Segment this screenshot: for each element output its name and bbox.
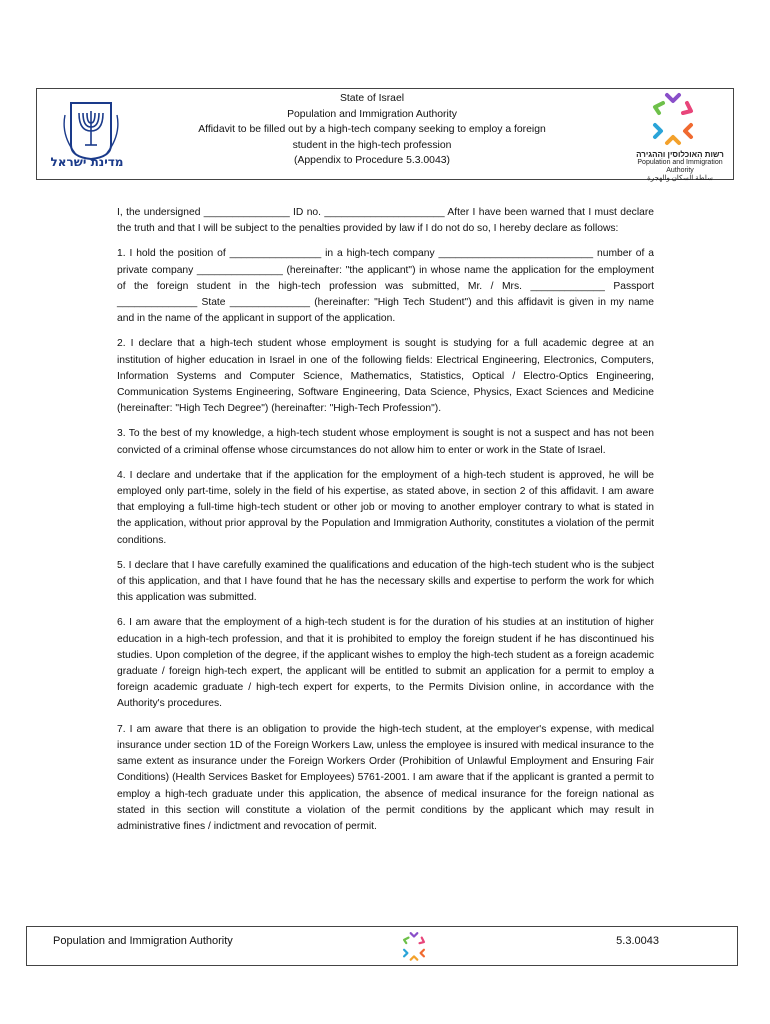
- section-3-paragraph: 3. To the best of my knowledge, a high-tech student whose employment is sought is not a suspect and has not been convicted of a criminal offense whose circumstances do not allow him to enter or work in the State of Israel.: [117, 428, 654, 456]
- header-box: [36, 88, 734, 180]
- section-1-paragraph: 1. I hold the position of ________________ in a high-tech company ___________________________ number of a private company _______________ (hereinafter: "the applicant") in whose name the application for the employment of the foreign student in the high-tech profession was submitted, Mr. / Mrs. _____________ Passport ______________ State ______________ (hereinafter: "High Tech Student") and this affidavit is given in my name and in the name of the applicant in support of the application.: [117, 248, 654, 325]
- affidavit-body: [117, 205, 654, 844]
- logo-text-hebrew: רשות האוכלוסין וההגירה: [636, 150, 724, 159]
- intro-paragraph: I, the undersigned _______________ ID no. _____________________ After I have been warned that I must declare the truth and that I will be subject to the penalties provided by law if I do not do so, I hereby declare as follows:: [117, 207, 654, 235]
- authority-logo-icon: [647, 91, 699, 149]
- logo-text-english: Population and Immigration Authority: [637, 159, 723, 174]
- header-line-title-2: student in the high-tech profession: [292, 139, 452, 151]
- header-line-title-1: Affidavit to be filled out by a high-tech company seeking to employ a foreign: [198, 124, 546, 135]
- footer-procedure-number: 5.3.0043: [616, 935, 659, 947]
- section-4-paragraph: 4. I declare and undertake that if the application for the employment of a high-tech student is approved, he will be employed only part-time, solely in the field of his expertise, as stated above, in section 2 of this affidavit. I am aware that employing a full-time high-tech student or other job or moving to another employer contrary to what is stated in the application, without prior approval by the Population and Immigration Authority, constitutes a violation of the permit conditions.: [117, 469, 654, 546]
- section-7-paragraph: 7. I am aware that there is an obligation to provide the high-tech student, at the employer's expense, with medical insurance under section 1D of the Foreign Workers Law, unless the employee is insured with medical insurance to the same extent as insurance under the Foreign Workers Order (Prohibition of Unlawful Employment and Ensuring Fair Conditions) (Health Services Basket for Employees) 5761-2001. I am aware that if the applicant is granted a permit to employ a high-tech graduate under this application, the absence of medical insurance for the foreign national as stated in this section will constitute a violation of the permit conditions by the applicant which may result in administrative fines / indictment and revocation of permit.: [117, 723, 654, 832]
- section-2-paragraph: 2. I declare that a high-tech student whose employment is sought is studying for a full academic degree at an institution of higher education in Israel in one of the following fields: Electrical Engineering, Electronics, Computers, Information Systems and Computer Science, Mathematics, Statistics, Optical / Electro-Optics Engineering, Communication Systems Engineering, Software Engineering, Data Science, Physics, Exact Sciences and Medicine (hereinafter: "High Tech Degree") (hereinafter: "High-Tech Profession").: [117, 338, 654, 415]
- authority-logo-text: [625, 151, 735, 183]
- footer-authority-name: Population and Immigration Authority: [53, 935, 233, 947]
- section-5-paragraph: 5. I declare that I have carefully examined the qualifications and education of the high-tech student who is the subject of this application, and that I have found that he has the necessary skills and expertise to perform the work for which this application was submitted.: [117, 559, 654, 604]
- footer-box: [26, 926, 738, 966]
- header-line-state: State of Israel: [339, 93, 405, 104]
- footer-logo-icon: [399, 931, 429, 963]
- logo-text-arabic: سلطة السكان والهجرة: [647, 175, 713, 182]
- section-6-paragraph: 6. I am aware that the employment of a high-tech student is for the duration of his studies at an institution of higher education in a high-tech profession, and that it is prohibited to employ the foreign student if he has discontinued his studies. Upon completion of the degree, if the applicant wishes to employ the high-tech student as a foreign academic graduate / foreign high-tech expert, the applicant will be entitled to submit an application for a permit to employ a foreign academic graduate / high-tech expert for experts, to the Permits Division online, in accordance with the Authority's procedures.: [117, 617, 654, 710]
- emblem-caption: מדינת ישראל: [50, 155, 124, 169]
- header-title-block: [157, 91, 587, 169]
- header-line-appendix: (Appendix to Procedure 5.3.0043): [294, 155, 450, 166]
- header-line-authority: Population and Immigration Authority: [287, 108, 457, 120]
